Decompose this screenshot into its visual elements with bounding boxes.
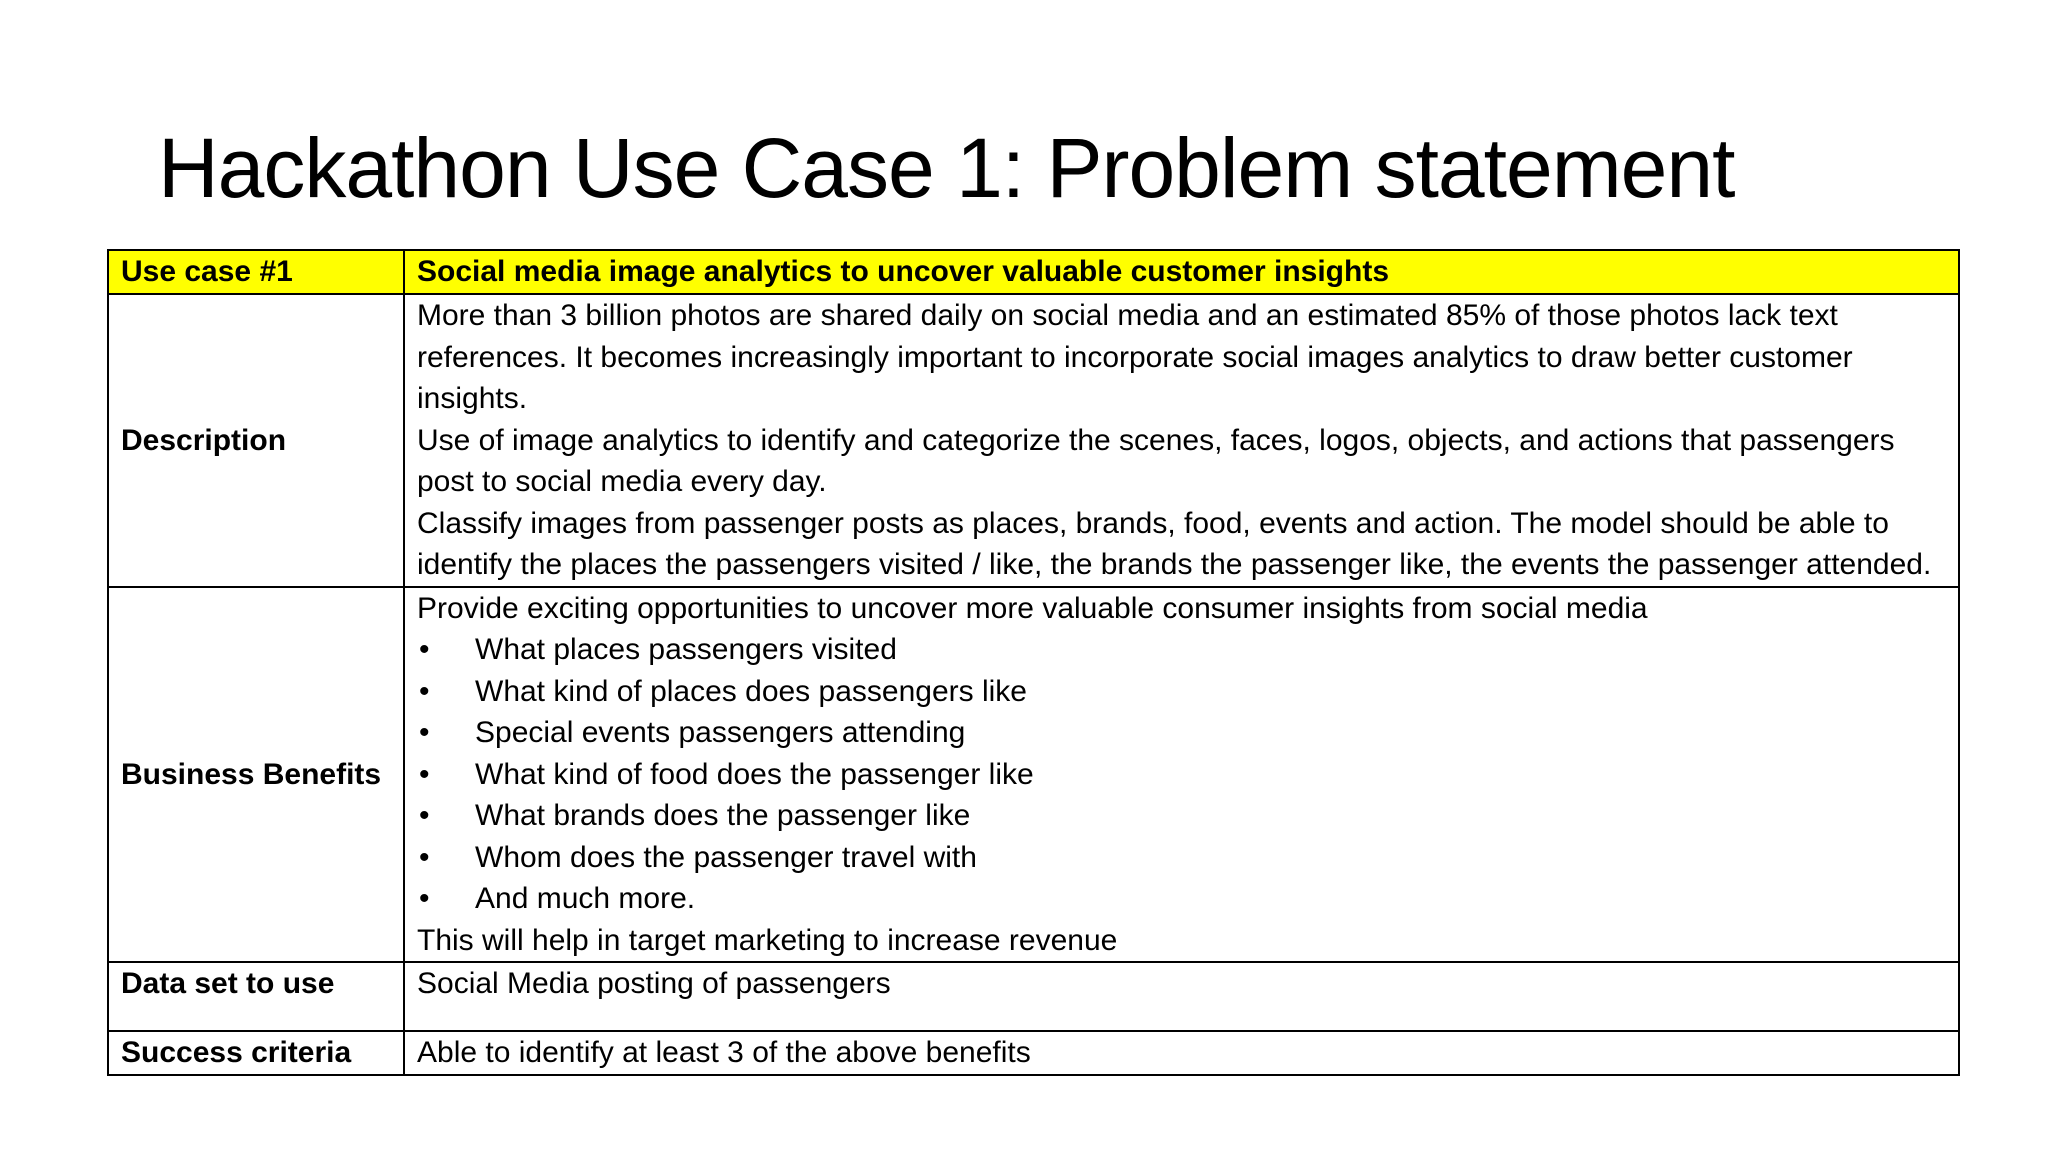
benefits-outro: This will help in target marketing to increase revenue	[417, 923, 1118, 957]
list-item	[417, 671, 1946, 713]
business-benefits-label: Business Benefits	[108, 587, 404, 963]
list-item-text: What brands does the passenger like	[475, 799, 971, 832]
dataset-value: Social Media posting of passengers	[404, 962, 1959, 1031]
bullet-icon: •	[419, 799, 430, 832]
list-item	[417, 712, 1946, 754]
benefits-intro: Provide exciting opportunities to uncover more valuable consumer insights from social media	[417, 591, 1648, 625]
description-label: Description	[108, 294, 404, 587]
use-case-title: Social media image analytics to uncover valuable customer insights	[404, 250, 1959, 294]
business-benefits-row	[108, 587, 1959, 963]
description-content	[404, 294, 1959, 587]
list-item-text: And much more.	[475, 882, 696, 915]
bullet-icon: •	[419, 840, 430, 874]
list-item	[417, 878, 1946, 920]
description-paragraph: Use of image analytics to identify and categorize the scenes, faces, logos, objects, and actions that passengers post to social media every day.	[417, 423, 1895, 498]
slide-title: Hackathon Use Case 1: Problem statement	[158, 121, 1735, 215]
description-paragraph: Classify images from passenger posts as places, brands, food, events and action. The model should be able to identify the places the passengers visited / like, the brands the passenger like, the events the passenger attended.	[417, 506, 1932, 581]
list-item	[417, 795, 1946, 837]
bullet-icon: •	[419, 674, 430, 708]
dataset-row	[108, 962, 1959, 1031]
dataset-label: Data set to use	[108, 962, 404, 1031]
list-item	[417, 837, 1946, 879]
list-item-text: Special events passengers attending	[475, 716, 966, 749]
list-item-text: What kind of places does passengers like	[475, 674, 1027, 708]
list-item	[417, 754, 1946, 796]
benefits-list	[417, 629, 1946, 920]
description-paragraph: More than 3 billion photos are shared daily on social media and an estimated 85% of those photos lack text references. It becomes increasingly important to incorporate social images analytics to draw better customer insights.	[417, 299, 1853, 415]
use-case-table	[107, 249, 1960, 1076]
success-criteria-value: Able to identify at least 3 of the above benefits	[404, 1031, 1959, 1075]
success-criteria-row	[108, 1031, 1959, 1075]
description-row	[108, 294, 1959, 587]
list-item-text: What kind of food does the passenger like	[475, 757, 1034, 791]
bullet-icon: •	[419, 716, 430, 749]
bullet-icon: •	[419, 882, 430, 915]
table-header-row	[108, 250, 1959, 294]
list-item	[417, 629, 1946, 671]
list-item-text: Whom does the passenger travel with	[475, 840, 977, 874]
use-case-label: Use case #1	[108, 250, 404, 294]
business-benefits-content	[404, 587, 1959, 963]
bullet-icon: •	[419, 633, 430, 666]
list-item-text: What places passengers visited	[475, 633, 897, 666]
bullet-icon: •	[419, 757, 430, 791]
success-criteria-label: Success criteria	[108, 1031, 404, 1075]
